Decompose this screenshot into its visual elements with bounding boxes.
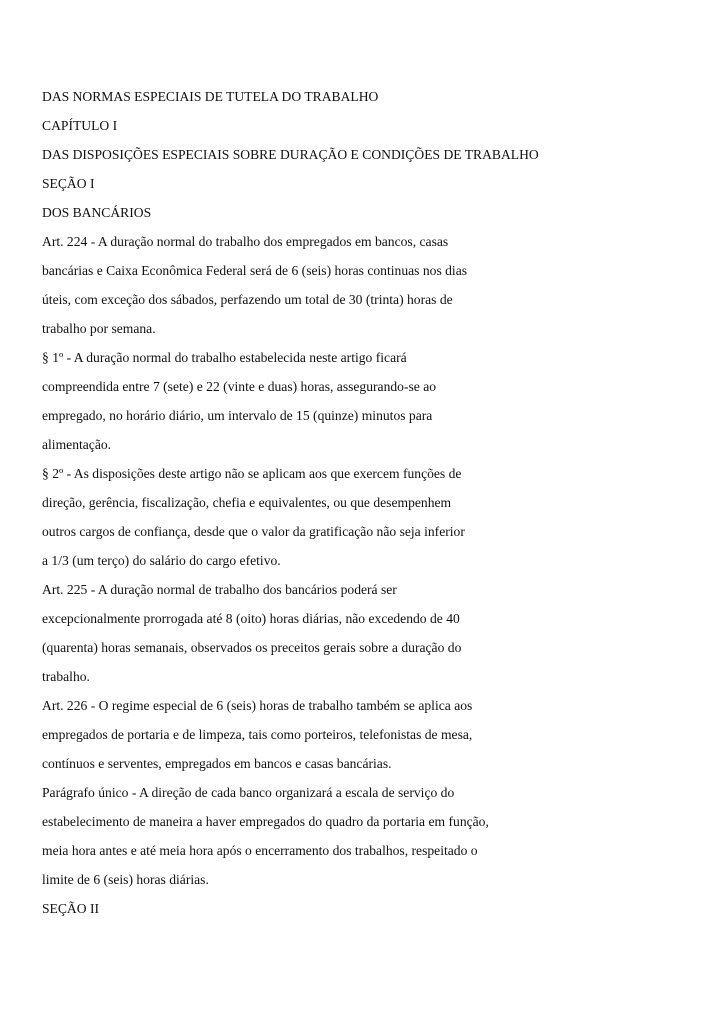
text-line: contínuos e serventes, empregados em bancos e casas bancárias. (42, 756, 392, 771)
heading-section: SEÇÃO I (42, 176, 95, 191)
text-line: trabalho. (42, 669, 90, 684)
text-line: outros cargos de confiança, desde que o valor da gratificação não seja inferior (42, 524, 465, 539)
heading-section: SEÇÃO II (42, 901, 100, 916)
text-line: Art. 225 - A duração normal de trabalho dos bancários poderá ser (42, 582, 397, 597)
text-line: meia hora antes e até meia hora após o encerramento dos trabalhos, respeitado o (42, 843, 478, 858)
text-line: compreendida entre 7 (sete) e 22 (vinte e duas) horas, assegurando-se ao (42, 379, 437, 394)
text-line: Parágrafo único - A direção de cada banco organizará a escala de serviço do (42, 785, 455, 800)
text-line: trabalho por semana. (42, 321, 156, 336)
text-line: excepcionalmente prorrogada até 8 (oito) horas diárias, não excedendo de 40 (42, 611, 460, 626)
heading-chapter-title: DAS DISPOSIÇÕES ESPECIAIS SOBRE DURAÇÃO E CONDIÇÕES DE TRABALHO (42, 147, 539, 162)
text-line: Art. 224 - A duração normal do trabalho dos empregados em bancos, casas (42, 234, 449, 249)
text-line: alimentação. (42, 437, 112, 452)
heading-title: DAS NORMAS ESPECIAIS DE TUTELA DO TRABALHO (42, 89, 379, 104)
text-line: a 1/3 (um terço) do salário do cargo efetivo. (42, 553, 281, 568)
text-line: § 2º - As disposições deste artigo não se aplicam aos que exercem funções de (42, 466, 462, 481)
text-line: direção, gerência, fiscalização, chefia e equivalentes, ou que desempenhem (42, 495, 452, 510)
document-text (42, 88, 702, 929)
heading-section-title: DOS BANCÁRIOS (42, 205, 152, 220)
text-line: empregado, no horário diário, um intervalo de 15 (quinze) minutos para (42, 408, 433, 423)
text-line: § 1º - A duração normal do trabalho estabelecida neste artigo ficará (42, 350, 407, 365)
text-line: limite de 6 (seis) horas diárias. (42, 872, 209, 887)
text-line: (quarenta) horas semanais, observados os preceitos gerais sobre a duração do (42, 640, 462, 655)
text-line: bancárias e Caixa Econômica Federal será de 6 (seis) horas continuas nos dias (42, 263, 468, 278)
heading-chapter: CAPÍTULO I (42, 118, 118, 133)
text-line: estabelecimento de maneira a haver empregados do quadro da portaria em função, (42, 814, 489, 829)
text-line: Art. 226 - O regime especial de 6 (seis) horas de trabalho também se aplica aos (42, 698, 473, 713)
text-line: empregados de portaria e de limpeza, tais como porteiros, telefonistas de mesa, (42, 727, 473, 742)
text-line: úteis, com exceção dos sábados, perfazendo um total de 30 (trinta) horas de (42, 292, 453, 307)
